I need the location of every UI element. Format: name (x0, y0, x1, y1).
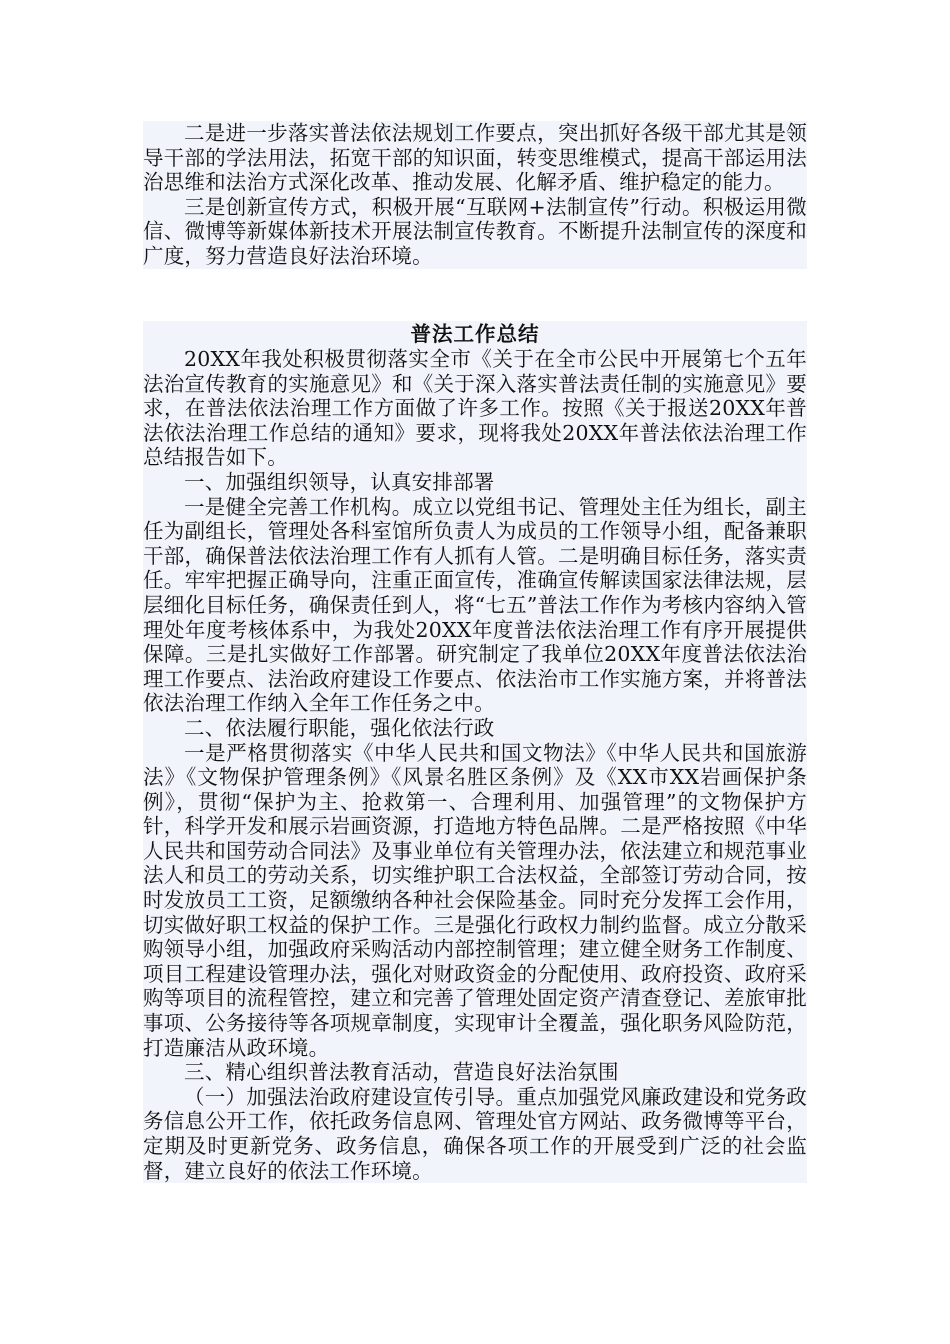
paragraph-cadre-learning: 二是进一步落实普法依法规划工作要点，突出抓好各级干部尤其是领导干部的学法用法，拓宽干部的知识面，转变思维模式，提高干部运用法治思维和法治方式深化改革、推动发展、化解矛盾、维护稳定的能力。 (143, 121, 807, 195)
summary-text-block (143, 321, 807, 1183)
section-heading-2: 二、依法履行职能，强化依法行政 (184, 715, 495, 740)
paragraph-internet-publicity: 三是创新宣传方式，积极开展“互联网+法制宣传”行动。积极运用微信、微博等新媒体新技术开展法制宣传教育。不断提升法制宣传的深度和广度，努力营造良好法治环境。 (143, 194, 807, 268)
section-heading-3: 三、精心组织普法教育活动，营造良好法治氛围 (184, 1060, 619, 1085)
top-text-block (143, 121, 807, 269)
paragraph-intro: 20XX年我处积极贯彻落实全市《关于在全市公民中开展第七个五年法治宣传教育的实施意见》和《关于深入落实普法责任制的实施意见》要求，在普法依法治理工作方面做了许多工作。按照《关于报送20XX年普法依法治理工作总结的通知》要求，现将我处20XX年普法依法治理工作总结报告如下。 (143, 347, 807, 470)
document-title: 普法工作总结 (410, 322, 540, 346)
paragraph-section-1: 一是健全完善工作机构。成立以党组书记、管理处主任为组长，副主任为副组长，管理处各科室馆所负责人为成员的工作领导小组，配备兼职干部，确保普法依法治理工作有人抓有人管。二是明确目标任务，落实责任。牢牢把握正确导向，注重正面宣传，准确宣传解读国家法律法规，层层细化目标任务，确保责任到人，将“七五”普法工作作为考核内容纳入管理处年度考核体系中，为我处20XX年度普法依法治理工作有序开展提供保障。三是扎实做好工作部署。研究制定了我单位20XX年度普法依法治理工作要点、法治政府建设工作要点、依法治市工作实施方案，并将普法依法治理工作纳入全年工作任务之中。 (143, 494, 807, 716)
paragraph-section-2: 一是严格贯彻落实《中华人民共和国文物法》《中华人民共和国旅游法》《文物保护管理条例》《风景名胜区条例》及《XX市XX岩画保护条例》，贯彻“保护为主、抢救第一、合理利用、加强管理”的文物保护方针，科学开发和展示岩画资源，打造地方特色品牌。二是严格按照《中华人民共和国劳动合同法》及事业单位有关管理办法，依法建立和规范事业法人和员工的劳动关系，切实维护职工合法权益，全部签订劳动合同，按时发放员工工资，足额缴纳各种社会保险基金。同时充分发挥工会作用，切实做好职工权益的保护工作。三是强化行政权力制约监督。成立分散采购领导小组，加强政府采购活动内部控制管理；建立健全财务工作制度、项目工程建设管理办法，强化对财政资金的分配使用、政府投资、政府采购等项目的流程管控，建立和完善了管理处固定资产清查登记、差旅审批事项、公务接待等各项规章制度，实现审计全覆盖，强化职务风险防范，打造廉洁从政环境。 (143, 740, 807, 1060)
section-heading-1: 一、加强组织领导，认真安排部署 (184, 469, 495, 494)
paragraph-section-3-1: （一）加强法治政府建设宣传引导。重点加强党风廉政建设和党务政务信息公开工作，依托政务信息网、管理处官方网站、政务微博等平台，定期及时更新党务、政务信息，确保各项工作的开展受到广泛的社会监督，建立良好的依法工作环境。 (143, 1084, 807, 1183)
